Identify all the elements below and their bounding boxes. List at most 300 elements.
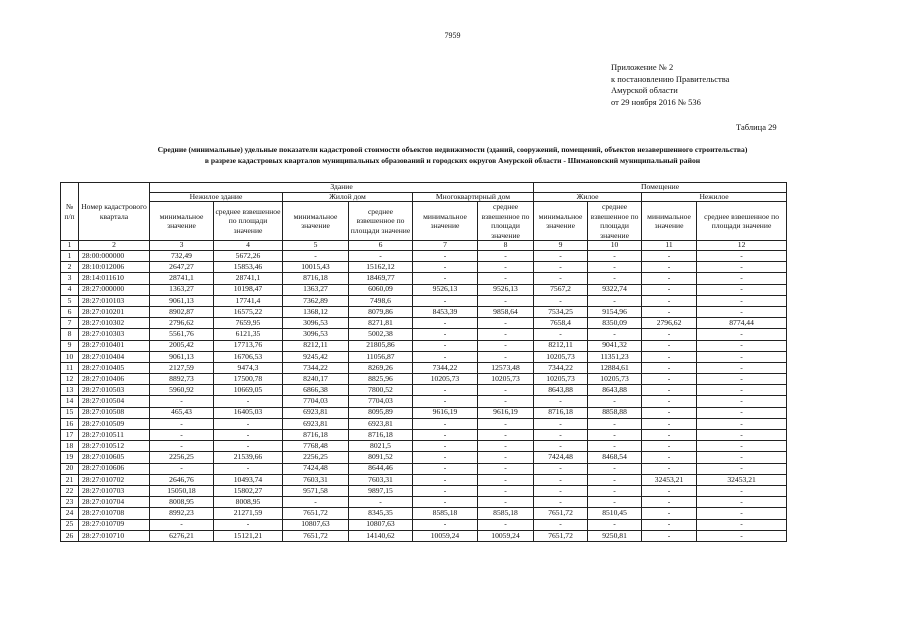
value-cell: - (478, 396, 534, 407)
value-cell: - (642, 351, 697, 362)
value-cell: 8644,46 (349, 463, 413, 474)
value-cell: - (697, 351, 787, 362)
value-cell: - (413, 519, 478, 530)
header-min-value: минимальное значение (283, 202, 349, 241)
value-cell: 11056,87 (349, 351, 413, 362)
appendix-line: к постановлению Правительства (611, 73, 730, 84)
value-cell: 7658,4 (534, 318, 588, 329)
value-cell: - (478, 418, 534, 429)
table-row (61, 452, 787, 463)
value-cell: 7659,95 (214, 318, 283, 329)
value-cell: - (150, 441, 214, 452)
value-cell: 2256,25 (150, 452, 214, 463)
value-cell: - (349, 251, 413, 262)
value-cell: - (697, 262, 787, 273)
cadastral-number-cell: 28:27:000000 (79, 284, 150, 295)
table-body (61, 251, 787, 542)
value-cell: - (534, 251, 588, 262)
value-cell: - (478, 340, 534, 351)
value-cell: - (413, 251, 478, 262)
header-residential-house: Жилой дом (283, 192, 413, 202)
row-number-cell: 6 (61, 306, 79, 317)
value-cell: 10205,73 (534, 374, 588, 385)
row-number-cell: 13 (61, 385, 79, 396)
value-cell: - (283, 251, 349, 262)
value-cell: 16405,03 (214, 407, 283, 418)
row-number-cell: 25 (61, 519, 79, 530)
value-cell: - (413, 318, 478, 329)
value-cell: - (478, 262, 534, 273)
cadastral-number-cell: 28:27:010605 (79, 452, 150, 463)
value-cell: 10059,24 (478, 530, 534, 541)
value-cell: 8240,17 (283, 374, 349, 385)
title-line-1: Средние (минимальные) удельные показатели кадастровой стоимости объектов недвижимости (зданий, сооружений, помещений, объектов незавершенного строительства) (157, 145, 748, 154)
value-cell: 6121,35 (214, 329, 283, 340)
value-cell: 7344,22 (283, 362, 349, 373)
value-cell: - (642, 407, 697, 418)
value-cell: - (534, 430, 588, 441)
value-cell: 8095,89 (349, 407, 413, 418)
value-cell: 2127,59 (150, 362, 214, 373)
value-cell: 9616,19 (478, 407, 534, 418)
header-nonresidential: Нежилое (642, 192, 787, 202)
value-cell: - (534, 273, 588, 284)
value-cell: 3096,53 (283, 329, 349, 340)
value-cell: 465,43 (150, 407, 214, 418)
value-cell: - (588, 251, 642, 262)
value-cell: - (697, 362, 787, 373)
column-number: 6 (349, 241, 413, 251)
value-cell: 8008,95 (214, 497, 283, 508)
value-cell: - (413, 497, 478, 508)
value-cell: - (642, 273, 697, 284)
value-cell: 8902,87 (150, 306, 214, 317)
value-cell: - (150, 463, 214, 474)
table-row (61, 351, 787, 362)
value-cell: - (413, 485, 478, 496)
row-number-cell: 3 (61, 273, 79, 284)
value-cell: - (642, 295, 697, 306)
value-cell: 9061,13 (150, 351, 214, 362)
value-cell: - (150, 396, 214, 407)
value-cell: 15050,18 (150, 485, 214, 496)
value-cell: 17713,76 (214, 340, 283, 351)
value-cell: - (642, 329, 697, 340)
value-cell: 8345,35 (349, 508, 413, 519)
column-number: 9 (534, 241, 588, 251)
row-number-cell: 8 (61, 329, 79, 340)
header-min-value: минимальное значение (534, 202, 588, 241)
value-cell: - (413, 340, 478, 351)
header-premises: Помещение (534, 183, 787, 193)
value-cell: 10059,24 (413, 530, 478, 541)
value-cell: - (413, 351, 478, 362)
document-title (60, 145, 845, 166)
column-number: 10 (588, 241, 642, 251)
value-cell: - (534, 519, 588, 530)
header-weighted-avg: среднее взвешенное по площади значение (697, 202, 787, 241)
value-cell: 7344,22 (413, 362, 478, 373)
header-min-value: минимальное значение (413, 202, 478, 241)
value-cell: 7651,72 (534, 530, 588, 541)
value-cell: 12573,48 (478, 362, 534, 373)
value-cell: 7704,03 (283, 396, 349, 407)
value-cell: - (588, 463, 642, 474)
value-cell: 7651,72 (283, 508, 349, 519)
table-row (61, 519, 787, 530)
cadastral-number-cell: 28:27:010504 (79, 396, 150, 407)
row-number-cell: 9 (61, 340, 79, 351)
header-building: Здание (150, 183, 534, 193)
value-cell: 6866,38 (283, 385, 349, 396)
value-cell: 10807,63 (283, 519, 349, 530)
value-cell: 8716,18 (534, 407, 588, 418)
value-cell: - (642, 262, 697, 273)
value-cell: 8716,18 (283, 273, 349, 284)
value-cell: - (642, 430, 697, 441)
value-cell: - (697, 452, 787, 463)
value-cell: 28741,1 (150, 273, 214, 284)
value-cell: - (697, 284, 787, 295)
value-cell: 10205,73 (534, 351, 588, 362)
value-cell: 5672,26 (214, 251, 283, 262)
value-cell: - (697, 418, 787, 429)
value-cell: 1368,12 (283, 306, 349, 317)
value-cell: 7603,31 (283, 474, 349, 485)
table-row (61, 374, 787, 385)
row-number-cell: 18 (61, 441, 79, 452)
column-number: 3 (150, 241, 214, 251)
column-number: 11 (642, 241, 697, 251)
row-number-cell: 16 (61, 418, 79, 429)
value-cell: - (478, 385, 534, 396)
value-cell: - (588, 441, 642, 452)
value-cell: 8008,95 (150, 497, 214, 508)
value-cell: 7704,03 (349, 396, 413, 407)
header-num: № п/п (61, 183, 79, 241)
value-cell: 5960,92 (150, 385, 214, 396)
value-cell: - (478, 318, 534, 329)
value-cell: - (642, 362, 697, 373)
value-cell: - (534, 463, 588, 474)
cadastral-number-cell: 28:27:010406 (79, 374, 150, 385)
value-cell: - (642, 441, 697, 452)
value-cell: 8212,11 (534, 340, 588, 351)
value-cell: 15802,27 (214, 485, 283, 496)
cadastral-number-cell: 28:27:010511 (79, 430, 150, 441)
header-min-value: минимальное значение (150, 202, 214, 241)
value-cell: 7651,72 (283, 530, 349, 541)
value-cell: 7424,48 (283, 463, 349, 474)
value-cell: 10205,73 (478, 374, 534, 385)
value-cell: 15121,21 (214, 530, 283, 541)
value-cell: - (697, 295, 787, 306)
cadastral-number-cell: 28:10:012006 (79, 262, 150, 273)
table-row (61, 508, 787, 519)
value-cell: - (534, 485, 588, 496)
value-cell: - (642, 530, 697, 541)
value-cell: 11351,23 (588, 351, 642, 362)
column-number: 7 (413, 241, 478, 251)
value-cell: - (413, 273, 478, 284)
value-cell: - (478, 351, 534, 362)
value-cell: 10015,43 (283, 262, 349, 273)
row-number-cell: 15 (61, 407, 79, 418)
value-cell: - (588, 485, 642, 496)
value-cell: - (697, 463, 787, 474)
value-cell: 18469,77 (349, 273, 413, 284)
cadastral-number-cell: 28:27:010710 (79, 530, 150, 541)
value-cell: 28741,1 (214, 273, 283, 284)
value-cell: - (478, 485, 534, 496)
value-cell: 732,49 (150, 251, 214, 262)
value-cell: 7424,48 (534, 452, 588, 463)
row-number-cell: 19 (61, 452, 79, 463)
value-cell: 1363,27 (150, 284, 214, 295)
value-cell: 5561,76 (150, 329, 214, 340)
page-number: 7959 (444, 31, 461, 40)
value-cell: - (478, 329, 534, 340)
value-cell: - (413, 430, 478, 441)
value-cell: 8510,45 (588, 508, 642, 519)
value-cell: 21539,66 (214, 452, 283, 463)
cadastral-number-cell: 28:27:010103 (79, 295, 150, 306)
value-cell: - (697, 251, 787, 262)
value-cell: - (642, 485, 697, 496)
value-cell: - (214, 463, 283, 474)
value-cell: - (478, 430, 534, 441)
cadastral-value-table (60, 182, 787, 542)
value-cell: 9616,19 (413, 407, 478, 418)
value-cell: 8774,44 (697, 318, 787, 329)
value-cell: - (697, 485, 787, 496)
value-cell: 7344,22 (534, 362, 588, 373)
value-cell: - (478, 519, 534, 530)
row-number-cell: 7 (61, 318, 79, 329)
value-cell: 8643,88 (534, 385, 588, 396)
value-cell: 7534,25 (534, 306, 588, 317)
value-cell: 7362,89 (283, 295, 349, 306)
appendix-line: Приложение № 2 (611, 62, 674, 72)
value-cell: 8992,23 (150, 508, 214, 519)
table-row (61, 463, 787, 474)
value-cell: 9041,32 (588, 340, 642, 351)
value-cell: 7498,6 (349, 295, 413, 306)
value-cell: 8892,73 (150, 374, 214, 385)
table-row (61, 485, 787, 496)
value-cell: 8585,18 (413, 508, 478, 519)
value-cell: - (588, 519, 642, 530)
header-weighted-avg: среднее взвешенное по площади значение (588, 202, 642, 241)
value-cell: 2796,62 (150, 318, 214, 329)
value-cell: - (534, 497, 588, 508)
value-cell: 1363,27 (283, 284, 349, 295)
value-cell: - (697, 374, 787, 385)
value-cell: - (642, 519, 697, 530)
value-cell: - (588, 396, 642, 407)
cadastral-number-cell: 28:27:010703 (79, 485, 150, 496)
value-cell: 10205,73 (588, 374, 642, 385)
value-cell: 16706,53 (214, 351, 283, 362)
value-cell: 2647,27 (150, 262, 214, 273)
table-row (61, 396, 787, 407)
value-cell: 7768,48 (283, 441, 349, 452)
value-cell: - (478, 273, 534, 284)
table-row (61, 306, 787, 317)
value-cell: - (588, 262, 642, 273)
value-cell: - (478, 251, 534, 262)
value-cell: - (413, 385, 478, 396)
value-cell: - (150, 418, 214, 429)
title-line-2: в разрезе кадастровых кварталов муниципальных образований и городских округов Амурской области - Шимановский муниципальный район (204, 155, 701, 165)
value-cell: 9897,15 (349, 485, 413, 496)
cadastral-number-cell: 28:27:010201 (79, 306, 150, 317)
row-number-cell: 14 (61, 396, 79, 407)
value-cell: 3096,53 (283, 318, 349, 329)
value-cell: 9526,13 (413, 284, 478, 295)
row-number-cell: 4 (61, 284, 79, 295)
value-cell: 8271,81 (349, 318, 413, 329)
value-cell: - (534, 295, 588, 306)
table-row (61, 497, 787, 508)
header-cadastral-quarter: Номер кадастрового квартала (79, 183, 150, 241)
value-cell: 8079,86 (349, 306, 413, 317)
value-cell: - (478, 441, 534, 452)
row-number-cell: 5 (61, 295, 79, 306)
value-cell: - (478, 295, 534, 306)
value-cell: - (642, 306, 697, 317)
value-cell: 16575,22 (214, 306, 283, 317)
value-cell: 8716,18 (349, 430, 413, 441)
table-row (61, 418, 787, 429)
header-residential: Жилое (534, 192, 642, 202)
value-cell: - (534, 418, 588, 429)
value-cell: - (534, 474, 588, 485)
value-cell: - (588, 474, 642, 485)
table-row (61, 430, 787, 441)
appendix-note (611, 62, 729, 108)
value-cell: - (413, 463, 478, 474)
value-cell: - (588, 497, 642, 508)
value-cell: 10198,47 (214, 284, 283, 295)
value-cell: - (642, 452, 697, 463)
value-cell: - (214, 418, 283, 429)
value-cell: 10205,73 (413, 374, 478, 385)
value-cell: - (642, 385, 697, 396)
cadastral-number-cell: 28:27:010708 (79, 508, 150, 519)
value-cell: - (413, 418, 478, 429)
value-cell: 10493,74 (214, 474, 283, 485)
value-cell: - (588, 295, 642, 306)
row-number-cell: 11 (61, 362, 79, 373)
value-cell: 7603,31 (349, 474, 413, 485)
value-cell: - (697, 385, 787, 396)
value-cell: - (588, 430, 642, 441)
value-cell: - (214, 441, 283, 452)
value-cell: 17741,4 (214, 295, 283, 306)
cadastral-number-cell: 28:27:010606 (79, 463, 150, 474)
header-nonresidential-building: Нежилое здание (150, 192, 283, 202)
value-cell: 8468,54 (588, 452, 642, 463)
cadastral-number-cell: 28:27:010509 (79, 418, 150, 429)
row-number-cell: 1 (61, 251, 79, 262)
value-cell: - (413, 262, 478, 273)
value-cell: - (214, 396, 283, 407)
value-cell: - (697, 519, 787, 530)
value-cell: 7567,2 (534, 284, 588, 295)
cadastral-number-cell: 28:27:010303 (79, 329, 150, 340)
value-cell: - (413, 452, 478, 463)
column-number: 12 (697, 241, 787, 251)
value-cell: - (697, 340, 787, 351)
header-min-value: минимальное значение (642, 202, 697, 241)
cadastral-number-cell: 28:27:010401 (79, 340, 150, 351)
value-cell: 21805,86 (349, 340, 413, 351)
value-cell: 6276,21 (150, 530, 214, 541)
table-label: Таблица 29 (736, 122, 777, 132)
value-cell: 2256,25 (283, 452, 349, 463)
value-cell: - (697, 530, 787, 541)
value-cell: - (697, 441, 787, 452)
value-cell: 15162,12 (349, 262, 413, 273)
value-cell: - (214, 430, 283, 441)
value-cell: 5002,38 (349, 329, 413, 340)
table-row (61, 295, 787, 306)
value-cell: 9250,81 (588, 530, 642, 541)
table-row (61, 340, 787, 351)
value-cell: - (283, 497, 349, 508)
value-cell: 9154,96 (588, 306, 642, 317)
value-cell: - (697, 329, 787, 340)
value-cell: - (413, 295, 478, 306)
value-cell: - (697, 430, 787, 441)
row-number-cell: 20 (61, 463, 79, 474)
table-row (61, 441, 787, 452)
value-cell: - (697, 273, 787, 284)
value-cell: - (413, 329, 478, 340)
row-number-cell: 2 (61, 262, 79, 273)
value-cell: - (478, 474, 534, 485)
row-number-cell: 17 (61, 430, 79, 441)
value-cell: - (413, 474, 478, 485)
value-cell: 8350,09 (588, 318, 642, 329)
cadastral-number-cell: 28:27:010404 (79, 351, 150, 362)
header-weighted-avg: среднее взвешенное по площади значение (478, 202, 534, 241)
value-cell: 2646,76 (150, 474, 214, 485)
row-number-cell: 21 (61, 474, 79, 485)
table-row (61, 273, 787, 284)
value-cell: - (534, 329, 588, 340)
column-number: 1 (61, 241, 79, 251)
table-row (61, 362, 787, 373)
appendix-line: от 29 ноября 2016 № 536 (611, 96, 701, 107)
value-cell: - (349, 497, 413, 508)
value-cell: - (413, 396, 478, 407)
value-cell: 9526,13 (478, 284, 534, 295)
value-cell: 8825,96 (349, 374, 413, 385)
value-cell: 8269,26 (349, 362, 413, 373)
cadastral-number-cell: 28:27:010508 (79, 407, 150, 418)
value-cell: 32453,21 (642, 474, 697, 485)
value-cell: 8858,88 (588, 407, 642, 418)
value-cell: - (642, 374, 697, 385)
table-row (61, 318, 787, 329)
cadastral-number-cell: 28:27:010512 (79, 441, 150, 452)
row-number-cell: 12 (61, 374, 79, 385)
value-cell: - (534, 441, 588, 452)
value-cell: - (642, 497, 697, 508)
value-cell: - (588, 329, 642, 340)
